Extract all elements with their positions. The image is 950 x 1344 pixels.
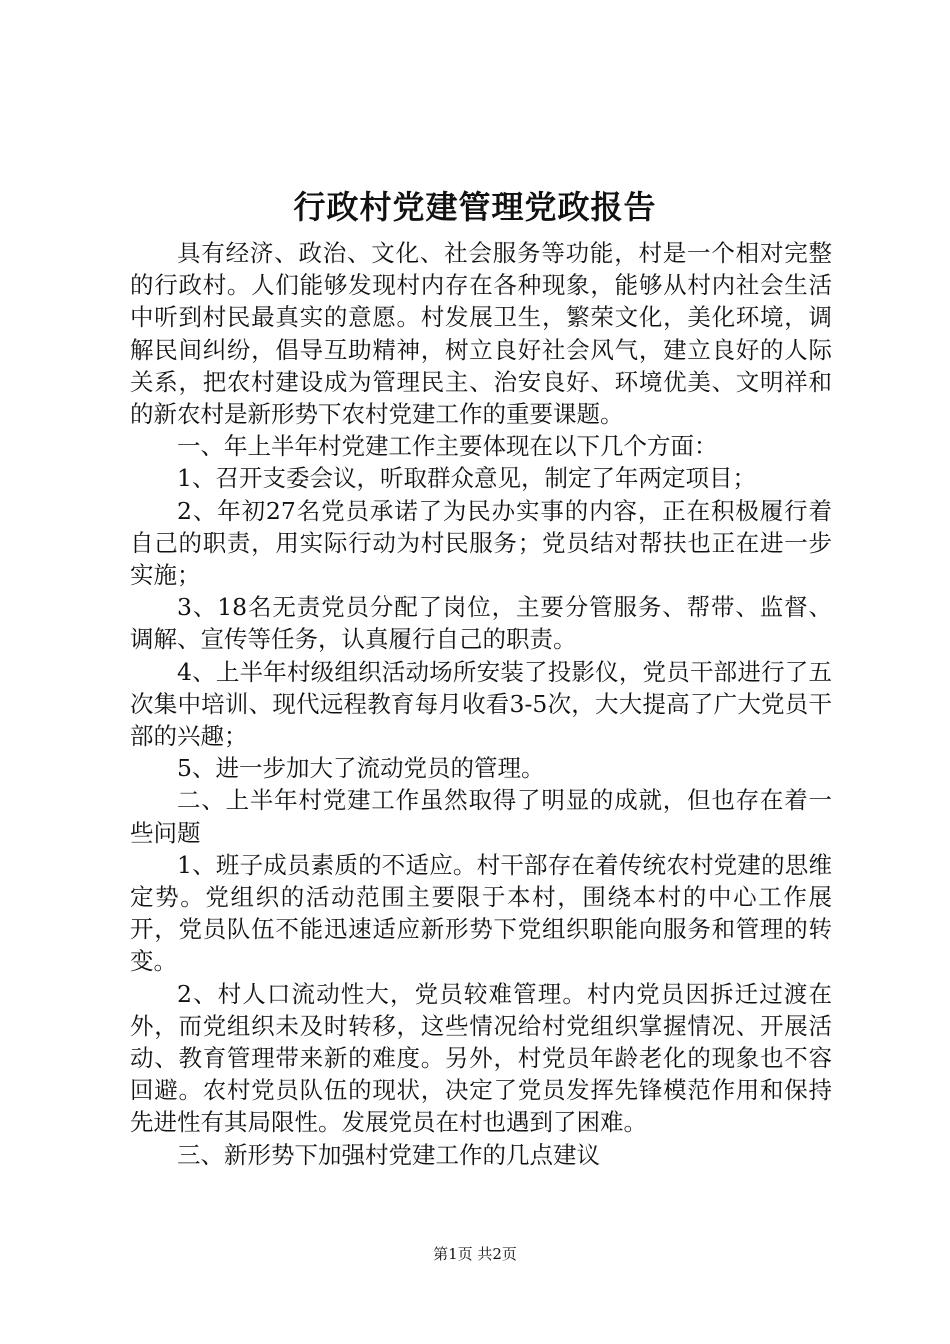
- page-number-footer: 第1页 共2页: [433, 1245, 517, 1263]
- list-item-2-1: 1、班子成员素质的不适应。村干部存在着传统农村党建的思维定势。党组织的活动范围主要限于本村，围绕本村的中心工作展开，党员队伍不能迅速适应新形势下党组织职能向服务和管理的转变。: [130, 850, 832, 976]
- list-item-1-2: 2、年初27名党员承诺了为民办实事的内容，正在积极履行着自己的职责，用实际行动为村民服务；党员结对帮扶也正在进一步实施；: [130, 496, 832, 590]
- list-item-1-1: 1、召开支委会议，听取群众意见，制定了年两定项目；: [177, 464, 756, 493]
- list-item-1-3: 3、18名无责党员分配了岗位，主要分管服务、帮带、监督、调解、宣传等任务，认真履行自己的职责。: [130, 593, 832, 654]
- document-body: [130, 237, 832, 1171]
- paragraph-intro: 具有经济、政治、文化、社会服务等功能，村是一个相对完整的行政村。人们能够发现村内存在各种现象，能够从村内社会生活中听到村民最真实的意愿。村发展卫生，繁荣文化，美化环境，调解民间纠纷，倡导互助精神，树立良好社会风气，建立良好的人际关系，把农村建设成为管理民主、治安良好、环境优美、文明祥和的新农村是新形势下农村党建工作的重要课题。: [130, 239, 832, 429]
- list-item-1-5: 5、进一步加大了流动党员的管理。: [177, 754, 545, 783]
- document-title: 行政村党建管理党政报告: [293, 188, 657, 226]
- list-item-2-2: 2、村人口流动性大，党员较难管理。村内党员因拆迁过渡在外，而党组织未及时转移，这些情况给村党组织掌握情况、开展活动、教育管理带来新的难度。另外，村党员年龄老化的现象也不容回避。农村党员队伍的现状，决定了党员发挥先锋模范作用和保持先进性有其局限性。发展党员在村也遇到了困难。: [130, 979, 832, 1137]
- section-heading-3: 三、新形势下加强村党建工作的几点建议: [177, 1140, 600, 1169]
- section-heading-1: 一、年上半年村党建工作主要体现在以下几个方面：: [177, 432, 718, 461]
- section-heading-2: 二、上半年村党建工作虽然取得了明显的成就，但也存在着一些问题: [130, 786, 832, 847]
- list-item-1-4: 4、上半年村级组织活动场所安装了投影仪，党员干部进行了五次集中培训、现代远程教育每月收看3-5次，大大提高了广大党员干部的兴趣；: [130, 657, 832, 751]
